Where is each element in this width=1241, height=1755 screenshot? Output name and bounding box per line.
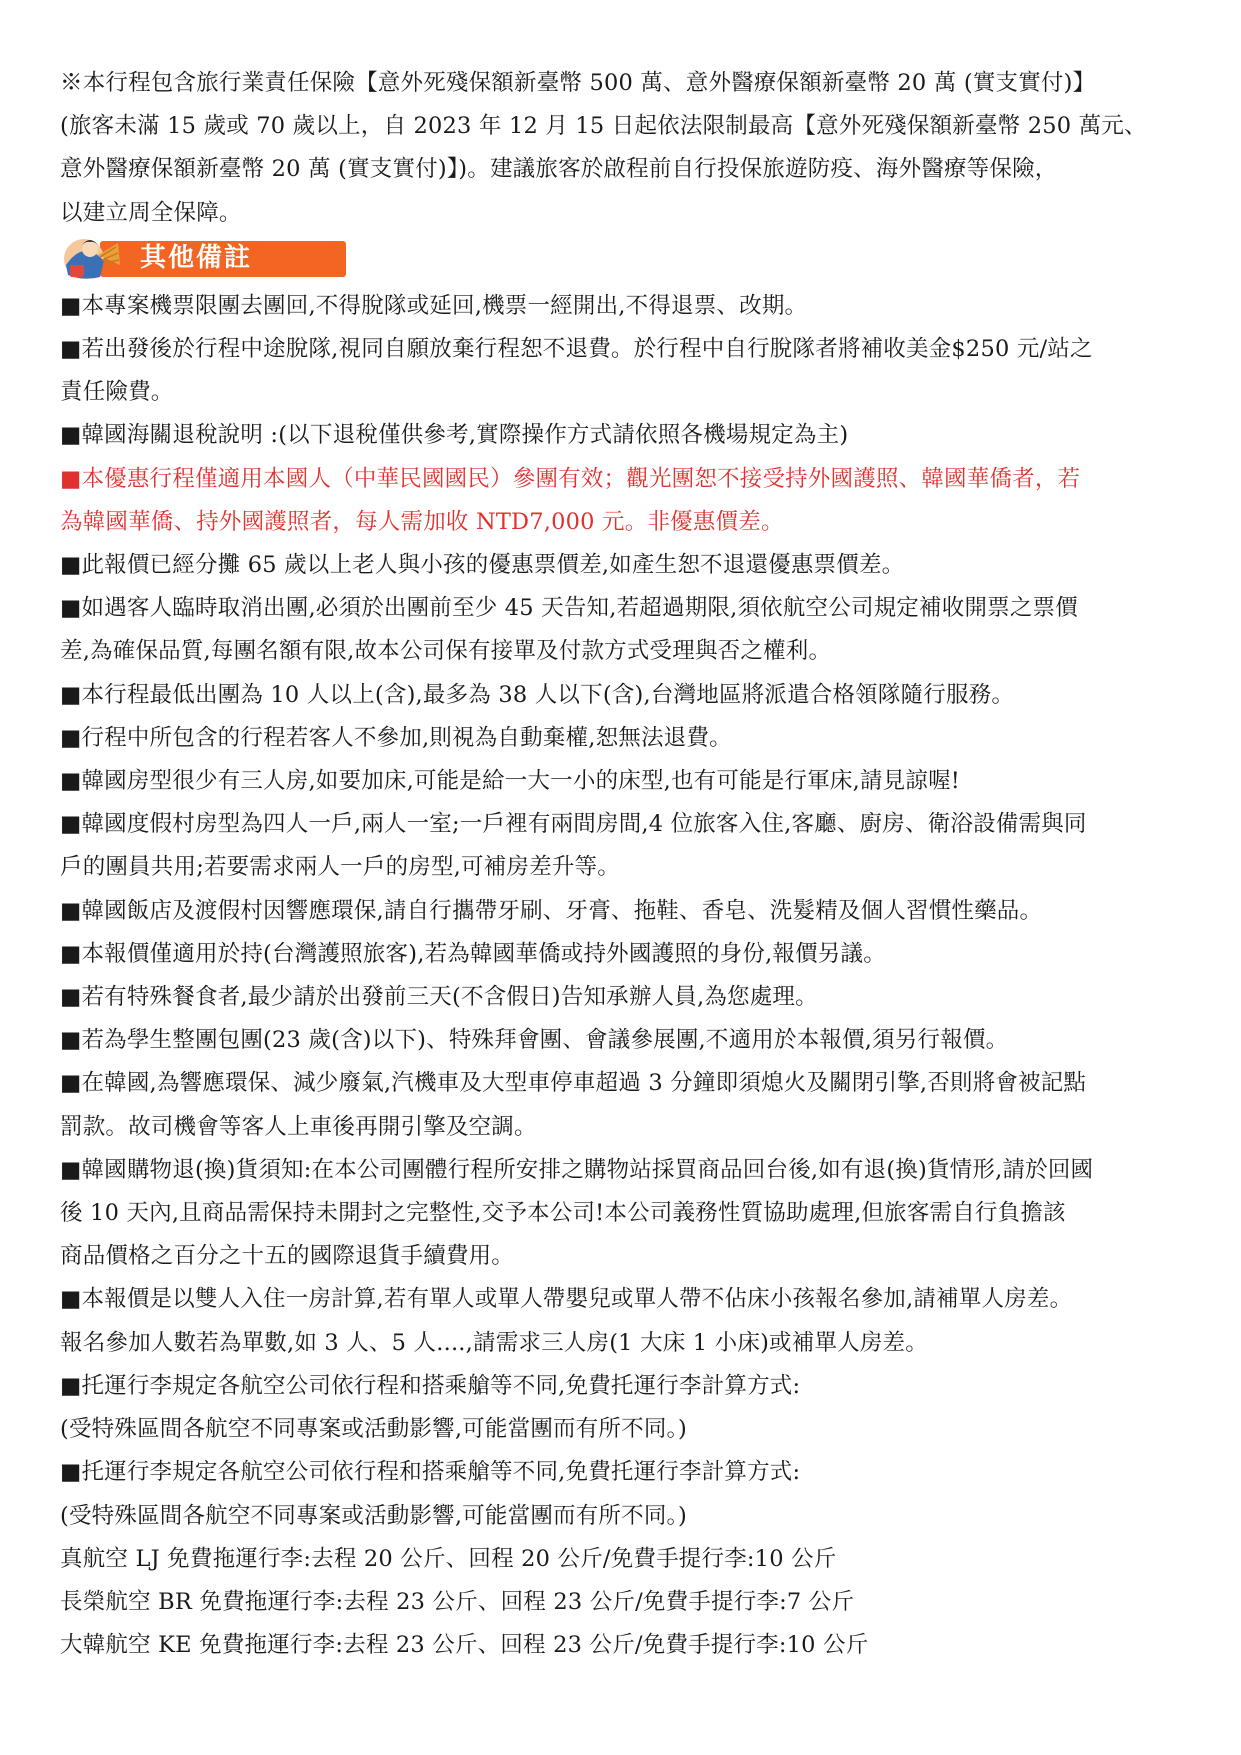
discount-notice xyxy=(60,458,1190,544)
note-line: ■如遇客人臨時取消出團,必須於出團前至少 45 天告知,若超過期限,須依航空公司規定補收開票之票價 xyxy=(60,595,1078,622)
insurance-paragraph xyxy=(60,62,1190,235)
section-title: 其他備註 xyxy=(140,242,253,273)
note-line: ■韓國購物退(換)貨須知:在本公司團體行程所安排之購物站採買商品回台後,如有退(換)貨情形,請於回國 xyxy=(60,1156,1094,1183)
note-line: 戶的團員共用;若要需求兩人一戶的房型,可補房差升等。 xyxy=(60,854,620,881)
section-header-other-notes xyxy=(60,235,1190,283)
note-line: 後 10 天內,且商品需保持未開封之完整性,交予本公司!本公司義務性質協助處理,但旅客需自行負擔該 xyxy=(60,1200,1066,1227)
note-line: (受特殊區間各航空不同專案或活動影響,可能當團而有所不同。) xyxy=(60,1502,687,1529)
note-line: ■本報價僅適用於持(台灣護照旅客),若為韓國華僑或持外國護照的身份,報價另議。 xyxy=(60,940,886,967)
insurance-line: (旅客未滿 15 歲或 70 歲以上，自 2023 年 12 月 15 日起依法限制最高【意外死殘保額新臺幣 250 萬元、 xyxy=(60,113,1147,140)
insurance-line: 意外醫療保額新臺幣 20 萬 (實支實付)】)。建議旅客於啟程前自行投保旅遊防疫、海外醫療等保險， xyxy=(60,156,1058,183)
baggage-line-br: 長榮航空 BR 免費拖運行李:去程 23 公斤、回程 23 公斤/免費手提行李:7 公斤 xyxy=(60,1588,855,1615)
note-line: ■若有特殊餐食者,最少請於出發前三天(不含假日)告知承辦人員,為您處理。 xyxy=(60,984,818,1011)
note-line: ■韓國度假村房型為四人一戶,兩人一室;一戶裡有兩間房間,4 位旅客入住,客廳、廚房、衛浴設備需與同 xyxy=(60,811,1087,838)
note-line: 商品價格之百分之十五的國際退貨手續費用。 xyxy=(60,1243,515,1270)
note-line: ■此報價已經分攤 65 歲以上老人與小孩的優惠票價差,如產生恕不退還優惠票價差。 xyxy=(60,552,905,579)
notice-line: ■本優惠行程僅適用本國人（中華民國國民）參團有效；觀光團恕不接受持外國護照、韓國華僑者，若 xyxy=(60,465,1081,492)
note-line: ■若出發後於行程中途脫隊,視同自願放棄行程恕不退費。於行程中自行脫隊者將補收美金$250 元/站之 xyxy=(60,336,1093,363)
document-body xyxy=(60,62,1190,1667)
note-line: 責任險費。 xyxy=(60,379,174,406)
note-line: 罰款。故司機會等客人上車後再開引擎及空調。 xyxy=(60,1113,537,1140)
insurance-line: ※本行程包含旅行業責任保險【意外死殘保額新臺幣 500 萬、意外醫療保額新臺幣 20 萬 (實支實付)】 xyxy=(60,70,1096,96)
note-line: ■韓國房型很少有三人房,如要加床,可能是給一大一小的床型,也有可能是行軍床,請見諒喔! xyxy=(60,768,961,795)
notes-list-b xyxy=(60,544,1190,1667)
note-line: ■若為學生整團包團(23 歲(含)以下)、特殊拜會團、會議參展團,不適用於本報價,須另行報價。 xyxy=(60,1027,1009,1054)
note-line: (受特殊區間各航空不同專案或活動影響,可能當團而有所不同。) xyxy=(60,1416,687,1443)
note-line: ■行程中所包含的行程若客人不參加,則視為自動棄權,恕無法退費。 xyxy=(60,724,732,751)
note-line: 報名參加人數若為單數,如 3 人、5 人....,請需求三人房(1 大床 1 小床)或補單人房差。 xyxy=(60,1329,928,1356)
note-line: ■托運行李規定各航空公司依行程和搭乘艙等不同,免費托運行李計算方式: xyxy=(60,1459,801,1486)
notice-line: 為韓國華僑、持外國護照者，每人需加收 NTD7,000 元。非優惠價差。 xyxy=(60,508,784,535)
note-line: ■在韓國,為響應環保、減少廢氣,汽機車及大型車停車超過 3 分鐘即須熄火及關閉引擎,否則將會被記點 xyxy=(60,1070,1087,1097)
note-line: ■韓國飯店及渡假村因響應環保,請自行攜帶牙刷、牙膏、拖鞋、香皂、洗髮精及個人習慣性藥品。 xyxy=(60,897,1043,924)
note-line: ■托運行李規定各航空公司依行程和搭乘艙等不同,免費托運行李計算方式: xyxy=(60,1372,801,1399)
note-line: ■本專案機票限團去團回,不得脫隊或延回,機票一經開出,不得退票、改期。 xyxy=(60,292,808,319)
baggage-line-ke: 大韓航空 KE 免費拖運行李:去程 23 公斤、回程 23 公斤/免費手提行李:10 公斤 xyxy=(60,1632,869,1659)
insurance-line: 以建立周全保障。 xyxy=(60,199,242,226)
baggage-line-lj: 真航空 LJ 免費拖運行李:去程 20 公斤、回程 20 公斤/免費手提行李:10 公斤 xyxy=(60,1545,837,1572)
note-line: ■本行程最低出團為 10 人以上(含),最多為 38 人以下(含),台灣地區將派遣合格領隊隨行服務。 xyxy=(60,681,1015,708)
note-line: ■本報價是以雙人入住一房計算,若有單人或單人帶嬰兒或單人帶不佔床小孩報名參加,請補單人房差。 xyxy=(60,1286,1073,1313)
note-line: ■韓國海關退稅說明 :(以下退稅僅供參考,實際操作方式請依照各機場規定為主) xyxy=(60,422,849,449)
traveler-mascot-icon xyxy=(60,235,122,283)
note-line: 差,為確保品質,每團名額有限,故本公司保有接單及付款方式受理與否之權利。 xyxy=(60,638,832,665)
notes-list-a xyxy=(60,285,1190,458)
